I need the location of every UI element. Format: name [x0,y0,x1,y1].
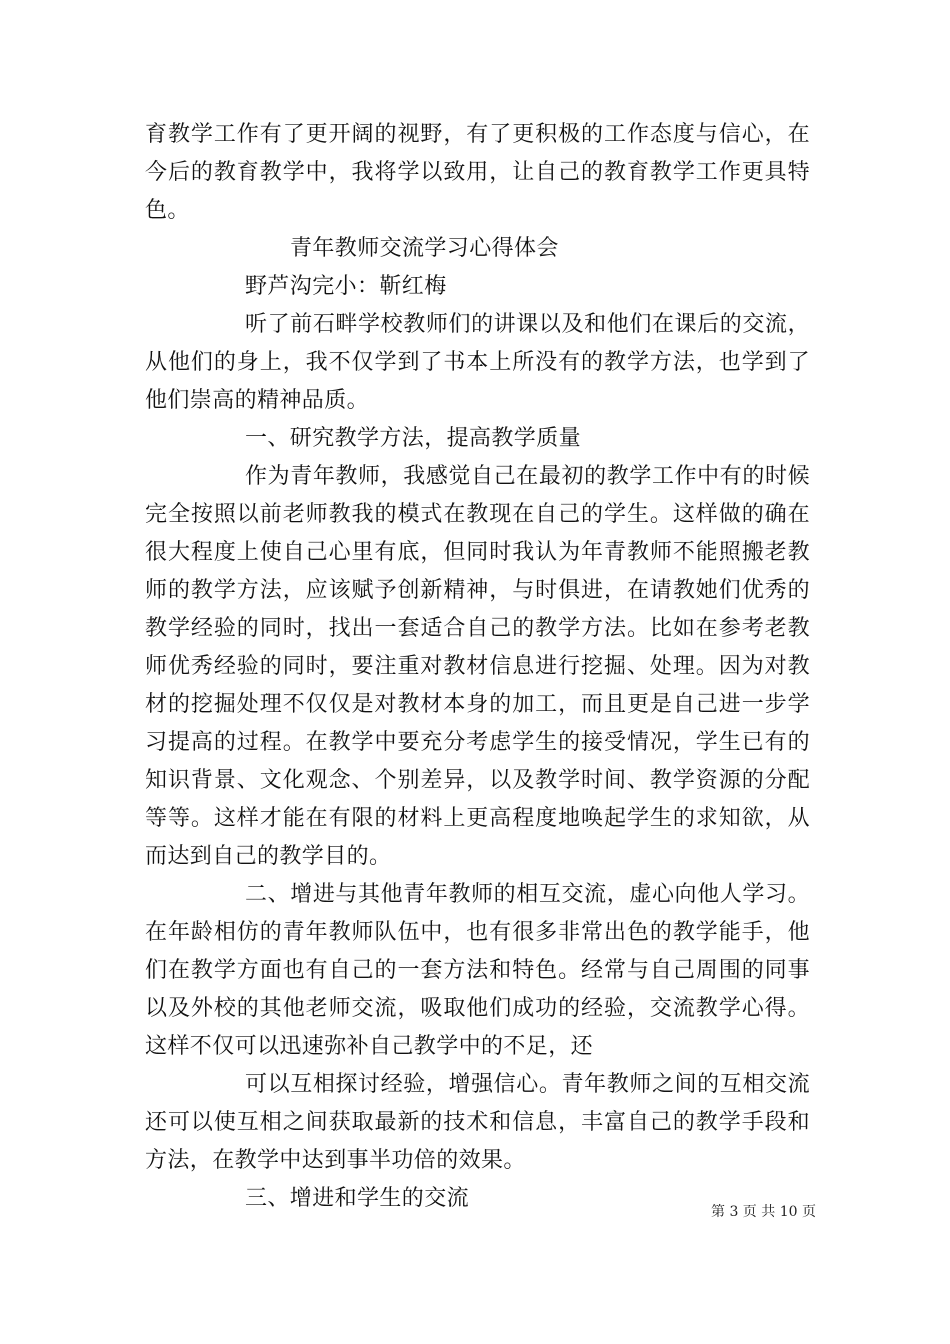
intro-paragraph: 听了前石畔学校教师们的讲课以及和他们在课后的交流，从他们的身上，我不仅学到了书本上所没有的教学方法，也学到了他们崇高的精神品质。 [145,312,810,413]
document-body [145,116,810,1218]
document-title: 青年教师交流学习心得体会 [290,236,559,261]
page-number: 第 3 页 共 10 页 [711,1204,816,1220]
section-heading-3: 三、增进和学生的交流 [245,1186,470,1211]
continuation-paragraph: 育教学工作有了更开阔的视野，有了更积极的工作态度与信心，在今后的教育教学中，我将学以致用，让自己的教育教学工作更具特色。 [145,122,810,223]
section-2-paragraph: 二、增进与其他青年教师的相互交流，虚心向他人学习。在年龄相仿的青年教师队伍中，也有很多非常出色的教学能手，他们在教学方面也有自己的一套方法和特色。经常与自己周围的同事以及外校的其他老师交流，吸取他们成功的经验，交流教学心得。这样不仅可以迅速弥补自己教学中的不足，还 [145,882,810,1059]
section-1-paragraph: 作为青年教师，我感觉自己在最初的教学工作中有的时候完全按照以前老师教我的模式在教现在自己的学生。这样做的确在很大程度上使自己心里有底，但同时我认为年青教师不能照搬老教师的教学方法，应该赋予创新精神，与时俱进，在请教她们优秀的教学经验的同时，找出一套适合自己的教学方法。比如在参考老教师优秀经验的同时，要注重对教材信息进行挖掘、处理。因为对教材的挖掘处理不仅仅是对教材本身的加工，而且更是自己进一步学习提高的过程。在教学中要充分考虑学生的接受情况，学生已有的知识背景、文化观念、个别差异，以及教学时间、教学资源的分配等等。这样才能在有限的材料上更高程度地唤起学生的求知欲，从而达到自己的教学目的。 [145,464,810,869]
author-line: 野芦沟完小：靳红梅 [245,274,447,299]
section-2-continuation: 可以互相探讨经验，增强信心。青年教师之间的互相交流还可以使互相之间获取最新的技术和信息，丰富自己的教学手段和方法，在教学中达到事半功倍的效果。 [145,1072,810,1173]
section-heading-1: 一、研究教学方法，提高教学质量 [245,426,582,451]
